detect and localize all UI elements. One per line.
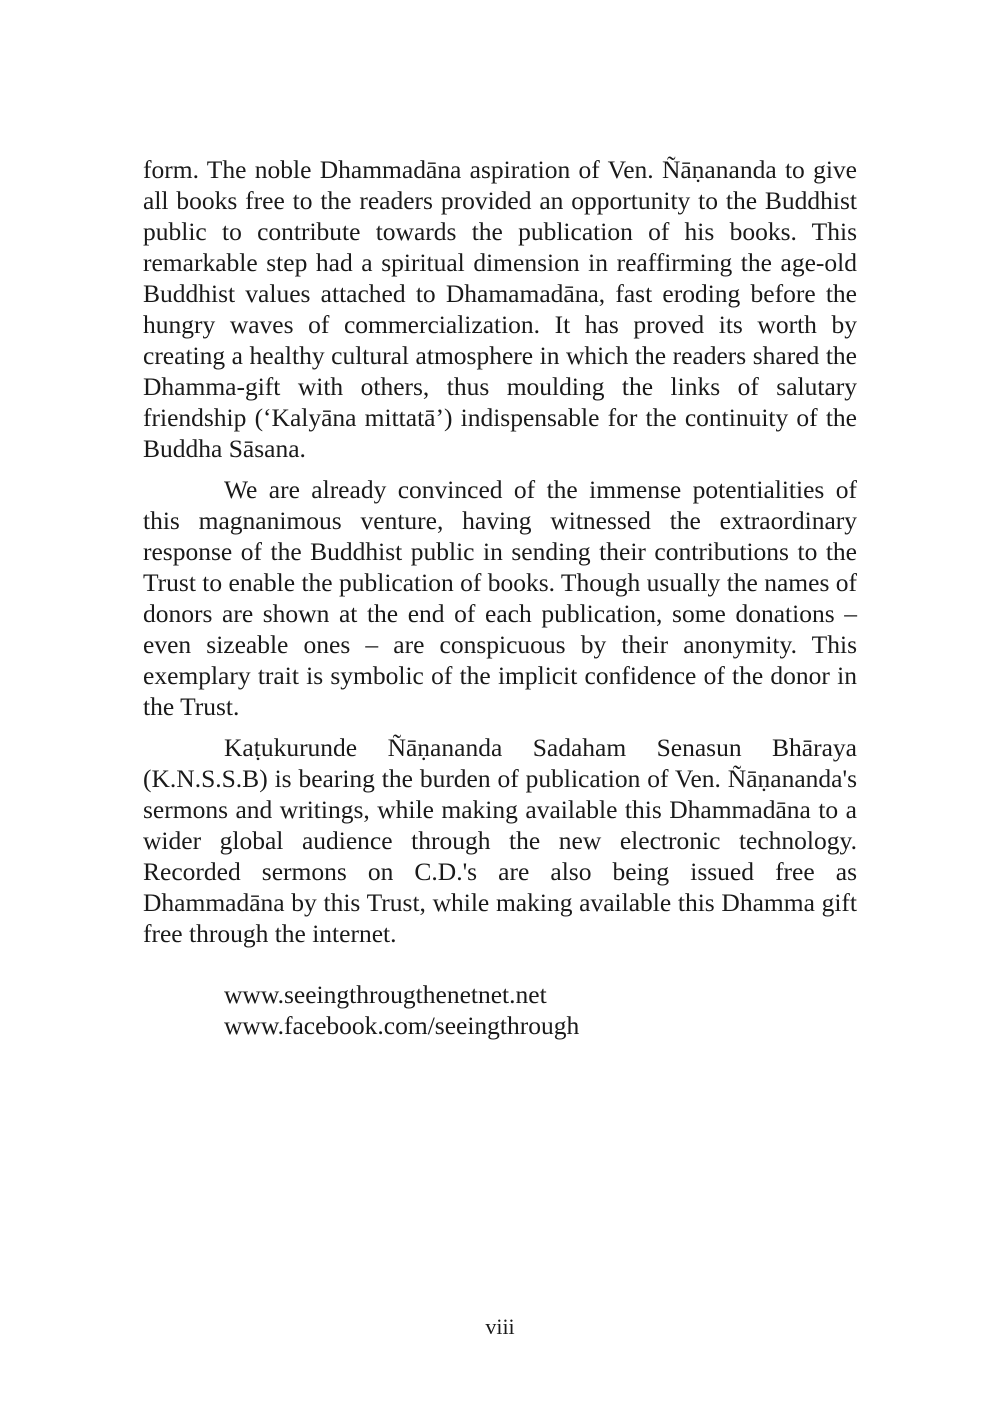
website-links xyxy=(143,979,857,1041)
paragraph-donor-response: We are already convinced of the immense potentialities of this magnanimous venture, having witnessed the extraordinary response of the Buddhist public in sending their contributions to the Trust to enable the publication of books. Though usually the names of donors are shown at the end of each publication, some donations – even sizeable ones – are conspicuous by their anonymity. This exemplary trait is symbolic of the implicit confidence of the donor in the Trust. xyxy=(143,475,857,721)
paragraph-dhammadana-aspiration: form. The noble Dhammadāna aspiration of Ven. Ñāṇananda to give all books free to the readers provided an opportunity to the Buddhist public to contribute towards the publication of his books. This remarkable step had a spiritual dimension in reaffirming the age-old Buddhist values attached to Dhamamadāna, fast eroding before the hungry waves of commercialization. It has proved its worth by creating a healthy cultural atmosphere in which the readers shared the Dhamma-gift with others, thus moulding the links of salutary friendship (‘Kalyāna mittatā’) indispensable for the continuity of the Buddha Sāsana. xyxy=(143,155,857,463)
facebook-link: www.facebook.com/seeingthrough xyxy=(224,1011,580,1040)
website-link: www.seeingthrougthenetnet.net xyxy=(224,980,547,1009)
page-number: viii xyxy=(485,1314,515,1339)
page-body xyxy=(143,154,857,1041)
paragraph-trust-publication: Kaṭukurunde Ñāṇananda Sadaham Senasun Bhāraya (K.N.S.S.B) is bearing the burden of publication of Ven. Ñāṇananda's sermons and writings, while making available this Dhammadāna to a wider global audience through the new electronic technology. Recorded sermons on C.D.'s are also being issued free as Dhammadāna by this Trust, while making available this Dhamma gift free through the internet. xyxy=(143,733,857,948)
